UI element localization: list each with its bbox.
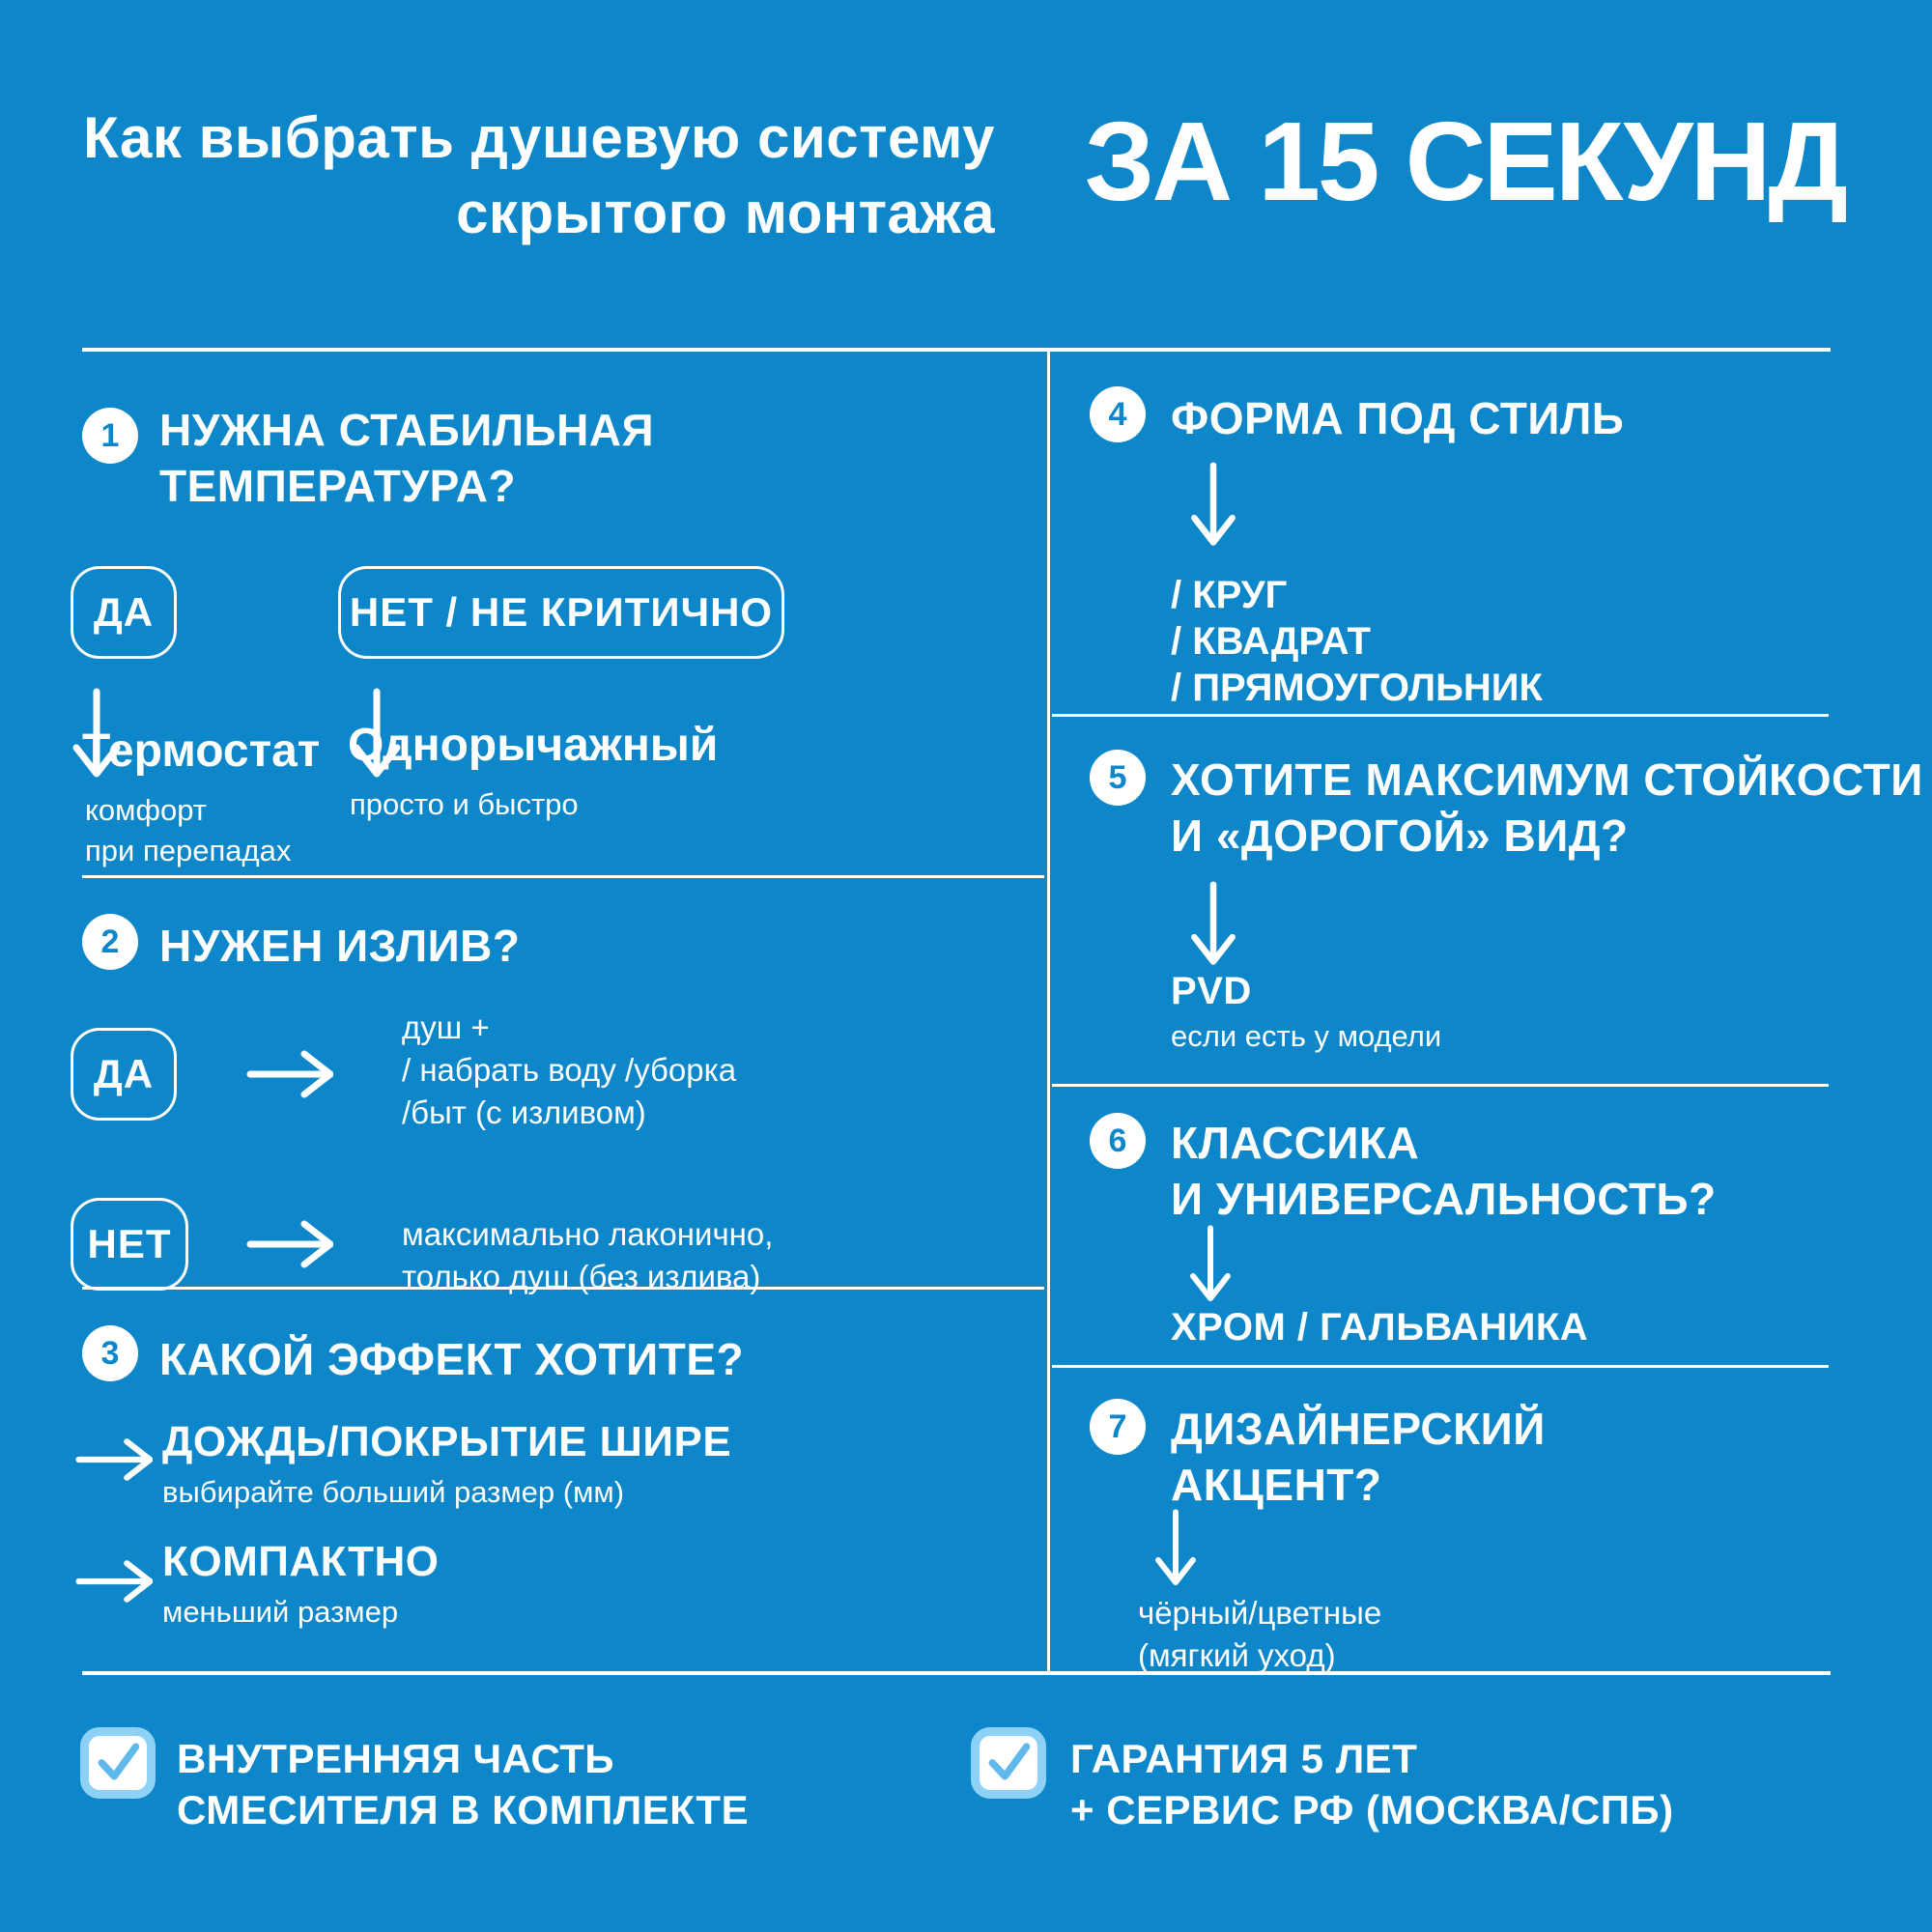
section2-badge bbox=[82, 914, 138, 970]
section4-option-square: / КВАДРАТ bbox=[1171, 620, 1371, 663]
section4-options bbox=[1171, 572, 1543, 711]
section2-no-text bbox=[402, 1213, 773, 1298]
section1-badge bbox=[82, 408, 138, 464]
section2-yes-text-line3: /быт (с изливом) bbox=[402, 1094, 646, 1130]
footer-checkbox-1[interactable] bbox=[80, 1727, 156, 1799]
section7-title-line1: ДИЗАЙНЕРСКИЙ bbox=[1171, 1404, 1546, 1454]
divider-right-5-6 bbox=[1052, 1084, 1829, 1087]
section5-note: если есть у модели bbox=[1171, 1019, 1442, 1053]
section1-yes-note-line2: при перепадах bbox=[85, 834, 292, 867]
check-icon bbox=[981, 1736, 1036, 1791]
section5-title-line2: И «ДОРОГОЙ» ВИД? bbox=[1171, 810, 1629, 861]
section1-yes-result: Термостат bbox=[82, 725, 321, 777]
section4-option-rectangle: / ПРЯМОУГОЛЬНИК bbox=[1171, 667, 1543, 709]
section5-title bbox=[1171, 752, 1923, 864]
section7-title bbox=[1171, 1401, 1546, 1513]
footer-item-2 bbox=[1070, 1733, 1674, 1835]
right-arrow-icon bbox=[75, 1435, 153, 1484]
section1-no-pill[interactable] bbox=[338, 566, 784, 659]
section6-result: ХРОМ / ГАЛЬВАНИКА bbox=[1171, 1306, 1589, 1349]
section2-number: 2 bbox=[100, 923, 120, 960]
section1-yes-note-line1: комфорт bbox=[85, 793, 207, 827]
section6-title-line2: И УНИВЕРСАЛЬНОСТЬ? bbox=[1171, 1174, 1717, 1224]
section2-no-pill[interactable] bbox=[71, 1198, 188, 1291]
section1-title-line2: ТЕМПЕРАТУРА? bbox=[159, 461, 517, 511]
section1-title bbox=[159, 402, 654, 514]
check-icon bbox=[91, 1736, 145, 1791]
section4-title: ФОРМА ПОД СТИЛЬ bbox=[1171, 393, 1625, 443]
section2-yes-pill[interactable] bbox=[71, 1028, 177, 1121]
right-arrow-icon bbox=[246, 1217, 333, 1271]
footer-checkbox-2[interactable] bbox=[971, 1727, 1046, 1799]
section7-result-line2: (мягкий уход) bbox=[1138, 1637, 1336, 1673]
section7-result-line1: чёрный/цветные bbox=[1138, 1595, 1382, 1631]
section2-yes-text bbox=[402, 1007, 736, 1134]
section1-number: 1 bbox=[100, 416, 120, 454]
section6-badge bbox=[1090, 1113, 1146, 1169]
section7-result bbox=[1138, 1592, 1381, 1677]
divider-left-1-2 bbox=[82, 875, 1044, 878]
section2-title: НУЖЕН ИЗЛИВ? bbox=[159, 921, 521, 971]
page-title-line2: скрытого монтажа bbox=[456, 181, 995, 245]
divider-columns bbox=[1047, 350, 1050, 1673]
section4-badge bbox=[1090, 386, 1146, 442]
section1-yes-label: ДА bbox=[93, 589, 155, 635]
section3-title: КАКОЙ ЭФФЕКТ ХОТИТЕ? bbox=[159, 1334, 745, 1384]
down-arrow-icon bbox=[1151, 1509, 1200, 1588]
section5-number: 5 bbox=[1108, 758, 1127, 796]
down-arrow-icon bbox=[1186, 462, 1240, 549]
page-title-big: ЗА 15 СЕКУНД bbox=[1084, 99, 1845, 224]
section3-opt2-note: меньший размер bbox=[162, 1595, 399, 1629]
footer-item1-line1: ВНУТРЕННЯЯ ЧАСТЬ bbox=[177, 1736, 615, 1781]
section3-number: 3 bbox=[100, 1334, 120, 1372]
divider-right-6-7 bbox=[1052, 1365, 1829, 1368]
section5-result: PVD bbox=[1171, 970, 1252, 1012]
footer-item2-line1: ГАРАНТИЯ 5 ЛЕТ bbox=[1070, 1736, 1418, 1781]
section2-no-label: НЕТ bbox=[87, 1221, 172, 1266]
section1-no-note: просто и быстро bbox=[350, 787, 579, 821]
section1-no-result: Однорычажный bbox=[348, 720, 719, 771]
footer-item2-line2: + СЕРВИС РФ (МОСКВА/СПБ) bbox=[1070, 1787, 1674, 1833]
divider-bottom bbox=[82, 1671, 1831, 1675]
section2-no-text-line2: только душ (без излива) bbox=[402, 1259, 761, 1294]
down-arrow-icon bbox=[1186, 881, 1240, 968]
divider-right-4-5 bbox=[1052, 714, 1829, 717]
section6-title bbox=[1171, 1115, 1717, 1227]
section2-yes-text-line1: душ + bbox=[402, 1009, 490, 1045]
section3-opt2-title: КОМПАКТНО bbox=[162, 1538, 440, 1585]
right-arrow-icon bbox=[75, 1557, 153, 1605]
section2-no-text-line1: максимально лаконично, bbox=[402, 1216, 774, 1252]
section3-opt1-title: ДОЖДЬ/ПОКРЫТИЕ ШИРЕ bbox=[162, 1418, 732, 1465]
section1-no-label: НЕТ / НЕ КРИТИЧНО bbox=[349, 589, 774, 635]
page-title-line1: Как выбрать душевую систему bbox=[83, 105, 995, 170]
footer-item-1 bbox=[177, 1733, 749, 1835]
section4-number: 4 bbox=[1108, 395, 1127, 433]
section6-title-line1: КЛАССИКА bbox=[1171, 1118, 1420, 1168]
section3-opt1-note: выбирайте больший размер (мм) bbox=[162, 1475, 625, 1509]
right-arrow-icon bbox=[246, 1047, 333, 1101]
section3-badge bbox=[82, 1325, 138, 1381]
section1-title-line1: НУЖНА СТАБИЛЬНАЯ bbox=[159, 405, 655, 455]
page-title bbox=[58, 100, 995, 251]
footer-item1-line2: СМЕСИТЕЛЯ В КОМПЛЕКТЕ bbox=[177, 1787, 750, 1833]
section4-option-circle: / КРУГ bbox=[1171, 574, 1288, 616]
section2-yes-text-line2: / набрать воду /уборка bbox=[402, 1052, 737, 1088]
divider-top bbox=[82, 348, 1831, 352]
section1-yes-note bbox=[85, 790, 291, 871]
section6-number: 6 bbox=[1108, 1122, 1127, 1159]
down-arrow-icon bbox=[1186, 1225, 1235, 1304]
section7-badge bbox=[1090, 1399, 1146, 1455]
section5-badge bbox=[1090, 750, 1146, 806]
section1-yes-pill[interactable] bbox=[71, 566, 177, 659]
section5-title-line1: ХОТИТЕ МАКСИМУМ СТОЙКОСТИ bbox=[1171, 754, 1923, 805]
section7-number: 7 bbox=[1108, 1407, 1127, 1445]
section2-yes-label: ДА bbox=[93, 1051, 155, 1096]
section7-title-line2: АКЦЕНТ? bbox=[1171, 1460, 1382, 1510]
